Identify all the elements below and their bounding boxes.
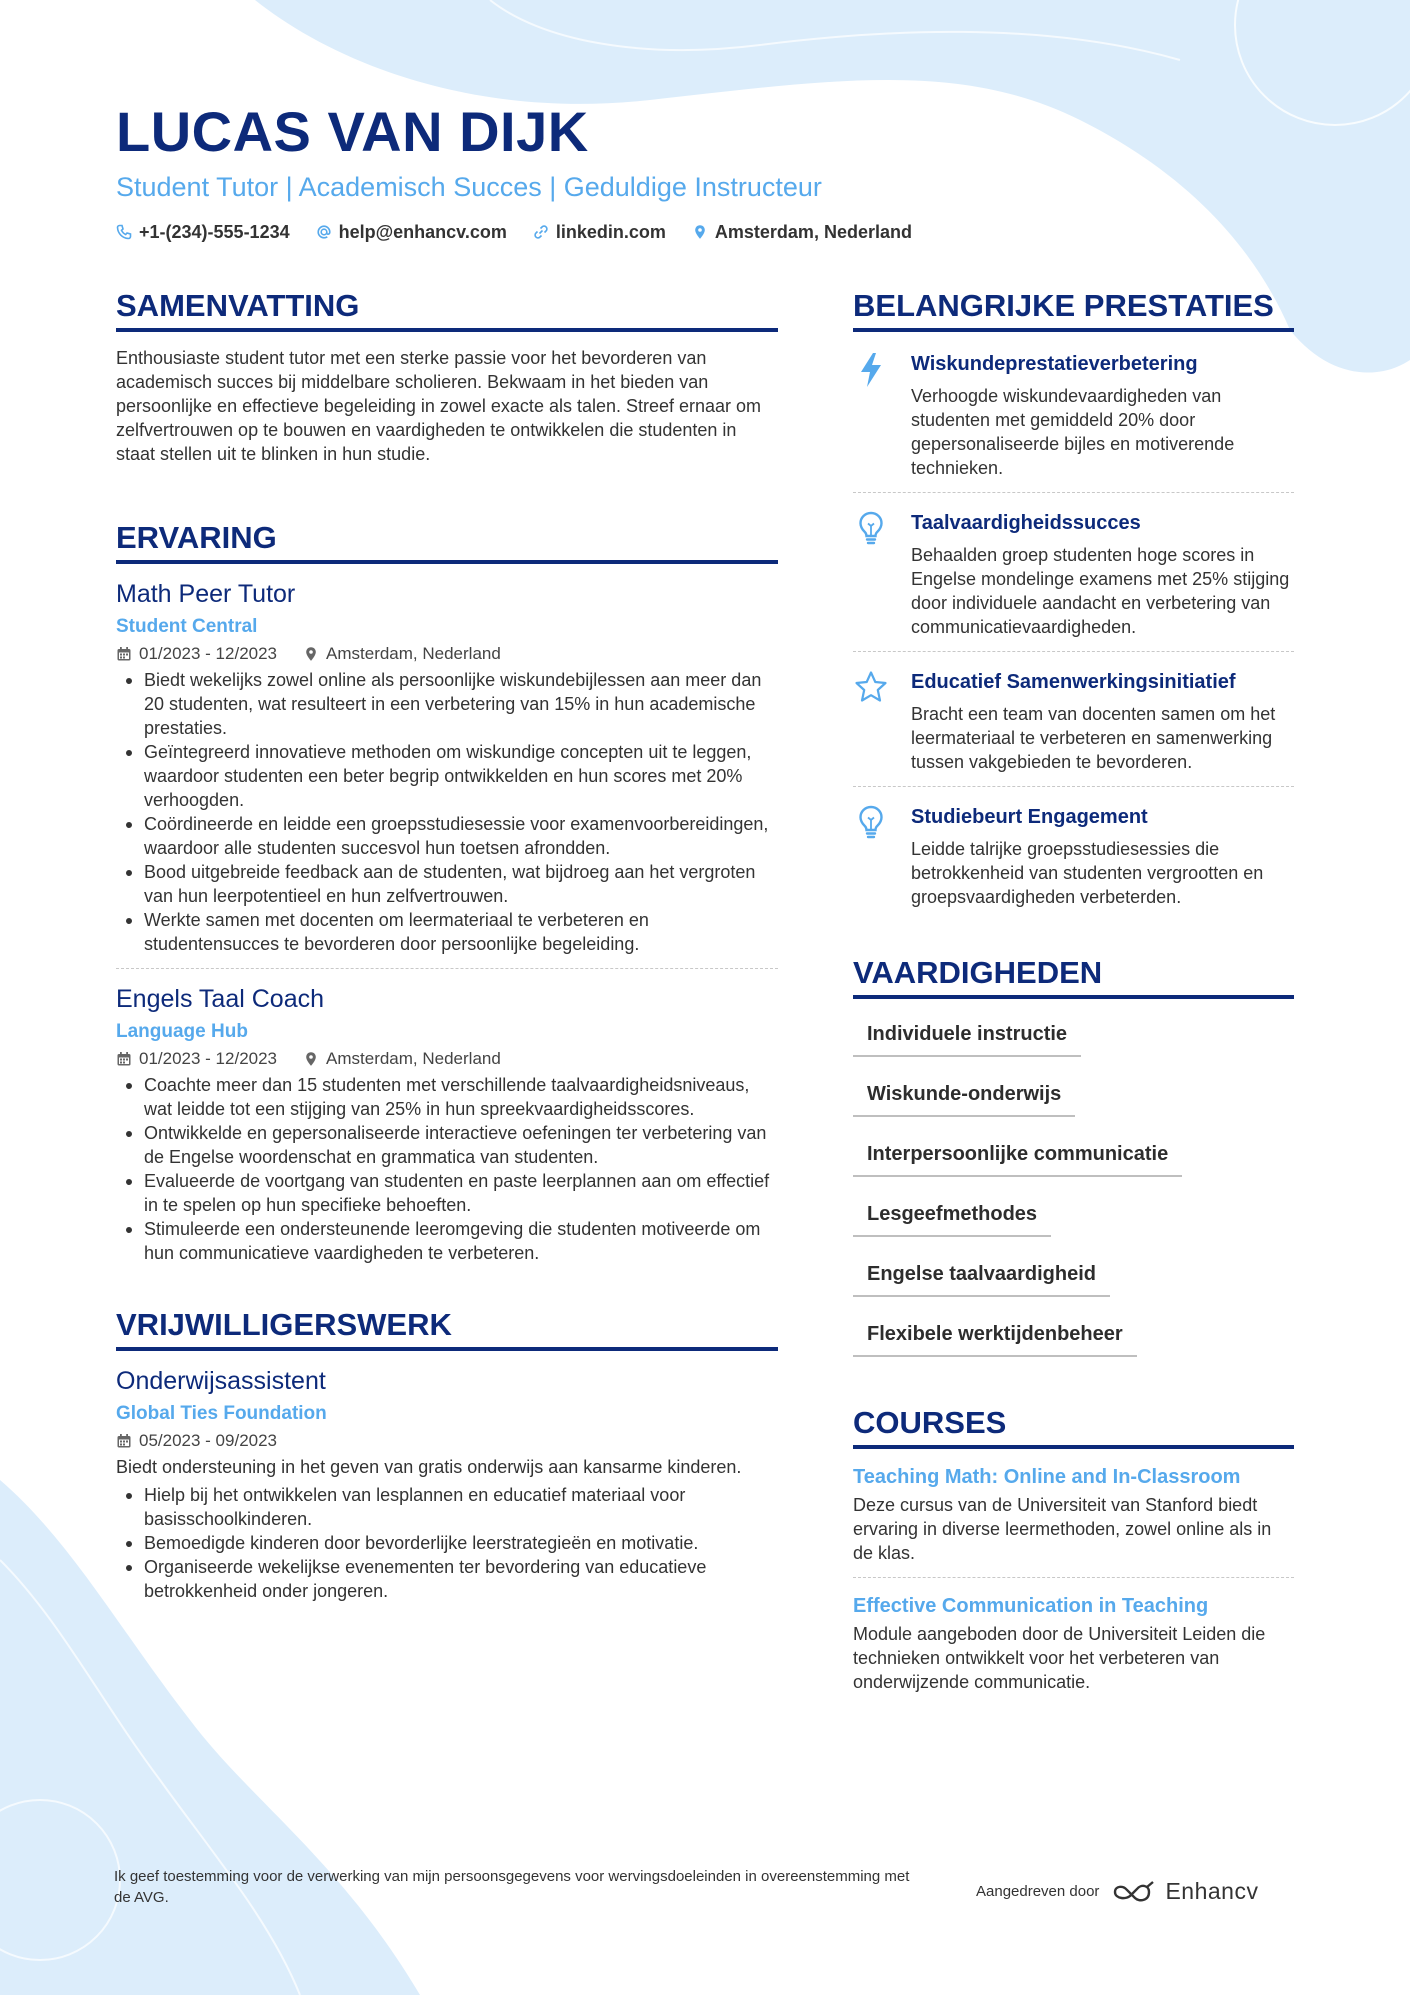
volunteer-meta xyxy=(116,1429,778,1453)
bullet-item: Werkte samen met docenten om leermateriaal te verbeteren en studentensucces te bevorderen door persoonlijke begeleiding. xyxy=(116,908,778,956)
skill-tag: Lesgeefmethodes xyxy=(853,1201,1051,1237)
summary-text: Enthousiaste student tutor met een sterke passie voor het bevorderen van academisch succes bij middelbare scholieren. Bekwaam in het bieden van persoonlijke en effectieve begeleiding in zowel exacte als talen. Streef ernaar om zelfvertrouwen op te bouwen en vaardigheden te ontwikkelen die studenten in staat stellen uit te blinken in hun studie. xyxy=(116,348,762,464)
entry-divider xyxy=(853,1577,1294,1578)
email-text: help@enhancv.com xyxy=(338,222,507,242)
contact-location xyxy=(692,220,912,244)
job-entry xyxy=(116,578,778,956)
job-meta xyxy=(116,642,778,666)
phone-icon xyxy=(116,224,132,240)
course-item xyxy=(853,1592,1294,1694)
powered-by-label: Aangedreven door xyxy=(976,1883,1100,1900)
summary-section xyxy=(116,286,778,466)
left-column xyxy=(116,286,778,1603)
linkedin-text: linkedin.com xyxy=(555,222,666,242)
achievement-title: Wiskundeprestatieverbetering xyxy=(911,353,1198,375)
achievements-section xyxy=(853,286,1294,909)
achievement-title: Studiebeurt Engagement xyxy=(911,806,1148,828)
skill-tag: Individuele instructie xyxy=(853,1021,1081,1057)
course-title: Teaching Math: Online and In-Classroom xyxy=(853,1466,1241,1488)
skill-tag: Interpersoonlijke communicatie xyxy=(853,1141,1182,1177)
skills-section xyxy=(853,953,1294,1357)
skill-tag: Engelse taalvaardigheid xyxy=(853,1261,1110,1297)
achievement-desc: Verhoogde wiskundevaardigheden van studenten met gemiddeld 20% door gepersonaliseerde bijles en motiverende technieken. xyxy=(911,386,1235,478)
course-desc: Module aangeboden door de Universiteit Leiden die technieken ontwikkelt voor het verbeteren van onderwijzende communicatie. xyxy=(853,1624,1266,1692)
job-location xyxy=(303,642,501,666)
job-title: Math Peer Tutor xyxy=(116,580,296,608)
job-bullets xyxy=(116,1073,778,1265)
calendar-icon xyxy=(116,646,132,662)
link-icon xyxy=(533,224,549,240)
job-meta xyxy=(116,1047,778,1071)
job-location xyxy=(303,1047,501,1071)
location-pin-icon xyxy=(692,224,708,240)
location-pin-icon xyxy=(303,646,319,662)
volunteer-section xyxy=(116,1305,778,1603)
courses-section xyxy=(853,1403,1294,1694)
bullet-item: Hielp bij het ontwikkelen van lesplannen en educatief materiaal voor basisschoolkinderen. xyxy=(116,1483,778,1531)
contact-email[interactable] xyxy=(316,220,507,244)
lightning-icon xyxy=(858,352,884,388)
bullet-item: Bood uitgebreide feedback aan de studenten, wat bijdroeg aan het vergroten van hun leerpotentieel en hun zelfvertrouwen. xyxy=(116,860,778,908)
volunteer-role: Onderwijsassistent xyxy=(116,1367,326,1395)
contact-bar xyxy=(116,220,1316,244)
job-bullets xyxy=(116,668,778,956)
entry-divider xyxy=(116,968,778,969)
volunteer-dates xyxy=(116,1429,277,1453)
bullet-item: Organiseerde wekelijkse evenementen ter bevordering van educatieve betrokkenheid onder jongeren. xyxy=(116,1555,778,1603)
volunteer-bullets xyxy=(116,1483,778,1603)
job-location-text: Amsterdam, Nederland xyxy=(326,1049,501,1068)
lightbulb-icon xyxy=(857,511,885,547)
calendar-icon xyxy=(116,1051,132,1067)
bullet-item: Coachte meer dan 15 studenten met verschillende taalvaardigheidsniveaus, wat leidde tot een stijging van 25% in hun spreekvaardigheidsscores. xyxy=(116,1073,778,1121)
achievement-item xyxy=(853,350,1294,480)
job-dates xyxy=(116,1047,277,1071)
enhancv-logo xyxy=(1111,1878,1258,1905)
experience-section xyxy=(116,518,778,1265)
right-column xyxy=(853,286,1294,1694)
job-dates xyxy=(116,642,277,666)
candidate-tagline: Student Tutor | Academisch Succes | Geduldige Instructeur xyxy=(116,172,822,202)
achievement-item xyxy=(853,668,1294,774)
achievement-desc: Behaalden groep studenten hoge scores in Engelse mondelinge examens met 25% stijging door individuele aandacht en verbetering van communicatievaardigheden. xyxy=(911,545,1290,637)
job-title: Engels Taal Coach xyxy=(116,985,325,1013)
contact-linkedin[interactable] xyxy=(533,220,666,244)
course-item xyxy=(853,1463,1294,1565)
bullet-item: Evalueerde de voortgang van studenten en paste leerplannen aan om effectief in te spelen op hun specifieke behoeften. xyxy=(116,1169,778,1217)
infinity-logo-icon xyxy=(1111,1880,1157,1904)
star-icon xyxy=(854,670,888,704)
consent-note: Ik geef toestemming voor de verwerking van mijn persoonsgegevens voor wervingsdoeleinden in overeenstemming met de AVG. xyxy=(114,1868,910,1906)
candidate-name: LUCAS VAN DIJK xyxy=(116,100,589,163)
company-name: Student Central xyxy=(116,616,258,637)
volunteer-dates-text: 05/2023 - 09/2023 xyxy=(139,1431,278,1450)
volunteer-org: Global Ties Foundation xyxy=(116,1403,327,1424)
bullet-item: Stimuleerde een ondersteunende leeromgeving die studenten motiveerde om hun communicatieve vaardigheden te verbeteren. xyxy=(116,1217,778,1265)
bullet-item: Geïntegreerd innovatieve methoden om wiskundige concepten uit te leggen, waardoor studenten een beter begrip ontwikkelden en hun scores met 20% verhoogden. xyxy=(116,740,778,812)
powered-by[interactable] xyxy=(976,1878,1258,1905)
experience-title: ERVARING xyxy=(116,518,778,564)
resume-header xyxy=(116,100,1316,244)
entry-divider xyxy=(853,492,1294,493)
bullet-item: Biedt wekelijks zowel online als persoonlijke wiskundebijlessen aan meer dan 20 studenten, wat resulteert in een verbetering van 15% in hun academische prestaties. xyxy=(116,668,778,740)
achievement-item xyxy=(853,803,1294,909)
bullet-item: Coördineerde en leidde een groepsstudiesessie voor examenvoorbereidingen, waardoor alle studenten succesvol hun toetsen afrondden. xyxy=(116,812,778,860)
contact-phone[interactable] xyxy=(116,220,290,244)
location-pin-icon xyxy=(303,1051,319,1067)
summary-title: SAMENVATTING xyxy=(116,286,778,332)
skill-tag: Wiskunde-onderwijs xyxy=(853,1081,1075,1117)
brand-name: Enhancv xyxy=(1165,1878,1259,1904)
skills-title: VAARDIGHEDEN xyxy=(853,953,1294,999)
bullet-item: Bemoedigde kinderen door bevorderlijke leerstrategieën en motivatie. xyxy=(116,1531,778,1555)
job-dates-text: 01/2023 - 12/2023 xyxy=(139,1049,278,1068)
phone-text: +1-(234)-555-1234 xyxy=(139,222,290,242)
achievement-desc: Leidde talrijke groepsstudiesessies die betrokkenheid van studenten vergrootten en groepsvaardigheden verbeterden. xyxy=(911,839,1264,907)
volunteer-title: VRIJWILLIGERSWERK xyxy=(116,1305,778,1351)
company-name: Language Hub xyxy=(116,1021,248,1042)
achievements-title: BELANGRIJKE PRESTATIES xyxy=(853,286,1294,332)
volunteer-description: Biedt ondersteuning in het geven van gratis onderwijs aan kansarme kinderen. xyxy=(116,1457,742,1477)
skill-tag: Flexibele werktijdenbeheer xyxy=(853,1321,1137,1357)
job-location-text: Amsterdam, Nederland xyxy=(326,644,501,663)
bullet-item: Ontwikkelde en gepersonaliseerde interactieve oefeningen ter verbetering van de Engelse woordenschat en grammatica van studenten. xyxy=(116,1121,778,1169)
course-title: Effective Communication in Teaching xyxy=(853,1595,1209,1617)
entry-divider xyxy=(853,651,1294,652)
entry-divider xyxy=(853,786,1294,787)
calendar-icon xyxy=(116,1433,132,1449)
lightbulb-icon xyxy=(857,805,885,841)
job-dates-text: 01/2023 - 12/2023 xyxy=(139,644,278,663)
job-entry xyxy=(116,983,778,1265)
at-icon xyxy=(316,224,332,240)
course-desc: Deze cursus van de Universiteit van Stanford biedt ervaring in diverse leermethoden, zowel online als in de klas. xyxy=(853,1495,1272,1563)
achievement-item xyxy=(853,509,1294,639)
achievement-title: Taalvaardigheidssucces xyxy=(911,512,1141,534)
courses-title: COURSES xyxy=(853,1403,1294,1449)
achievement-desc: Bracht een team van docenten samen om het leermateriaal te verbeteren en samenwerking tussen vakgebieden te bevorderen. xyxy=(911,704,1276,772)
location-text: Amsterdam, Nederland xyxy=(714,222,912,242)
achievement-title: Educatief Samenwerkingsinitiatief xyxy=(911,671,1236,693)
